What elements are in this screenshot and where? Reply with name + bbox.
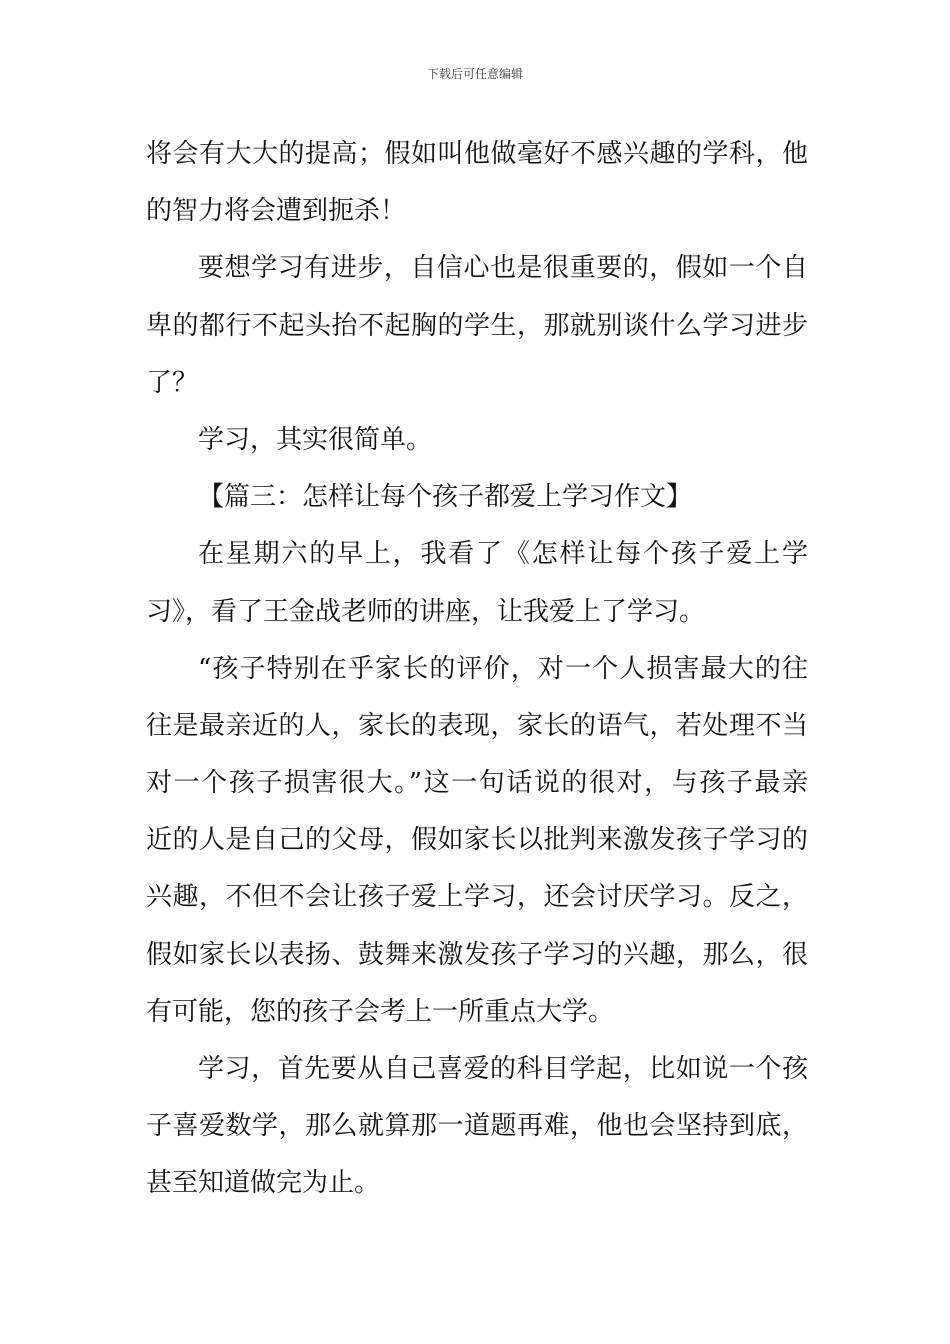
text-line: 对一个孩子损害很大。”这一句话说的很对，与孩子最亲 [146,768,808,799]
text-line: 卑的都行不起头抬不起胸的学生，那就别谈什么学习进步 [146,310,808,341]
text-line: 的智力将会遭到扼杀！ [146,196,407,227]
text-line: 子喜爱数学，那么就算那一道题再难，他也会坚持到底， [146,1111,808,1142]
document-body [146,126,808,1213]
text-line: “孩子特别在乎家长的评价，对一个人损害最大的往 [198,653,808,684]
text-line: 学习，其实很简单。 [198,424,433,455]
page-header: 下载后可任意编辑 [426,67,523,81]
text-line: 往是最亲近的人，家长的表现，家长的语气，若处理不当 [146,710,808,741]
text-line: 甚至知道做完为止。 [146,1168,381,1199]
text-line: 要想学习有进步，自信心也是很重要的，假如一个自 [198,253,808,284]
text-line: 习》，看了王金战老师的讲座，让我爱上了学习。 [146,596,706,627]
section-heading: 【篇三：怎样让每个孩子都爱上学习作文】 [198,482,693,513]
text-line: 了？ [146,367,199,398]
text-line: 有可能，您的孩子会考上一所重点大学。 [146,996,615,1027]
text-line: 近的人是自己的父母，假如家长以批判来激发孩子学习的 [146,825,808,856]
text-line: 假如家长以表扬、鼓舞来激发孩子学习的兴趣，那么，很 [146,939,808,970]
text-line: 在星期六的早上，我看了《怎样让每个孩子爱上学 [198,539,808,570]
text-line: 学习，首先要从自己喜爱的科目学起，比如说一个孩 [198,1054,808,1084]
text-line: 兴趣，不但不会让孩子爱上学习，还会讨厌学习。反之， [146,882,808,913]
text-line: 将会有大大的提高；假如叫他做毫好不感兴趣的学科，他 [146,139,808,169]
